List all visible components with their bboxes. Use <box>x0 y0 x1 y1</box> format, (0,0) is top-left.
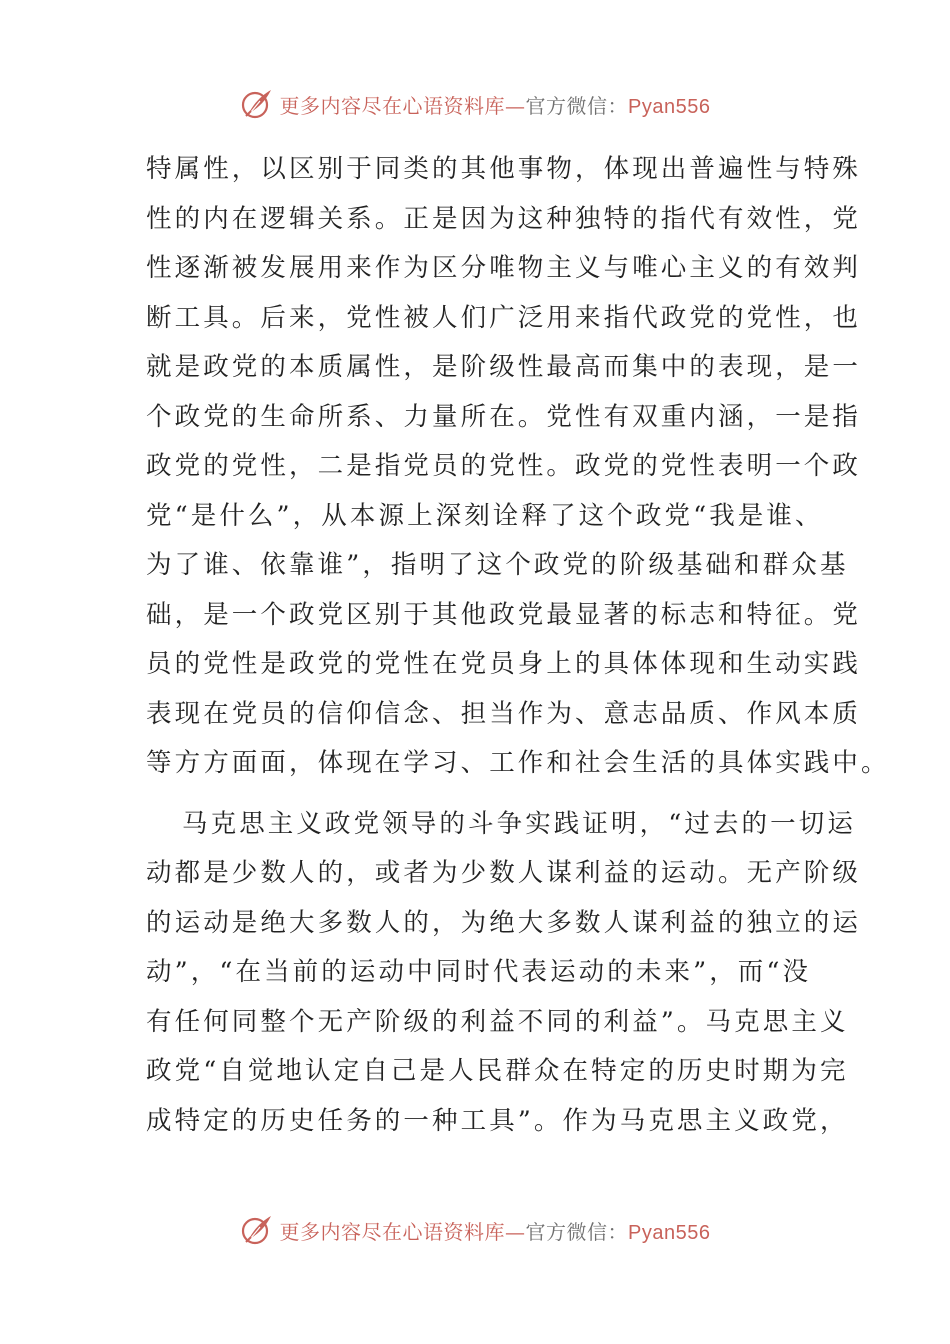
footer-watermark <box>0 1210 950 1250</box>
watermark-site: 更多内容尽在心语资料库 <box>279 93 506 118</box>
text-line: 动”，“在当前的运动中同时代表运动的未来”，而“没 <box>146 957 812 987</box>
text-line: 政党的党性，二是指党员的党性。政党的党性表明一个政 <box>146 451 862 481</box>
paragraph-1 <box>146 145 890 789</box>
text-line: 有任何同整个无产阶级的利益不同的利益”。马克思主义 <box>146 1006 849 1037</box>
watermark-wechat-id: Pyan556 <box>628 95 711 118</box>
text-line: 础，是一个政党区别于其他政党最显著的标志和特征。党 <box>146 599 862 630</box>
watermark-wechat-label: 官方微信： <box>525 93 629 118</box>
watermark-text <box>280 90 711 119</box>
quill-logo-icon <box>240 1213 274 1247</box>
text-line: 性逐渐被发展用来作为区分唯物主义与唯心主义的有效判 <box>146 253 862 283</box>
quill-logo-icon <box>240 87 274 121</box>
text-line: 政党“自觉地认定自己是人民群众在特定的历史时期为完 <box>146 1056 849 1086</box>
text-line: 特属性，以区别于同类的其他事物，体现出普遍性与特殊 <box>146 154 862 184</box>
text-line: 成特定的历史任务的一种工具”。作为马克思主义政党， <box>146 1105 849 1136</box>
document-body <box>146 145 890 1146</box>
header-watermark <box>0 84 950 124</box>
text-line: 就是政党的本质属性，是阶级性最高而集中的表现，是一 <box>146 352 862 382</box>
text-line: 的运动是绝大多数人的，为绝大多数人谋利益的独立的运 <box>146 907 862 938</box>
text-line: 性的内在逻辑关系。正是因为这种独特的指代有效性，党 <box>146 203 862 234</box>
text-line: 等方方面面，体现在学习、工作和社会生活的具体实践中。 <box>146 748 890 778</box>
text-line: 马克思主义政党领导的斗争实践证明，“过去的一切运 <box>182 808 856 839</box>
watermark-dash: — <box>505 93 526 118</box>
watermark-text <box>280 1216 711 1245</box>
text-line: 个政党的生命所系、力量所在。党性有双重内涵，一是指 <box>146 401 862 432</box>
watermark-wechat-id: Pyan556 <box>628 1221 711 1244</box>
watermark-wechat-label: 官方微信： <box>525 1219 629 1244</box>
text-line: 员的党性是政党的党性在党员身上的具体体现和生动实践 <box>146 649 862 679</box>
paragraph-2 <box>146 800 862 1147</box>
text-line: 为了谁、依靠谁”，指明了这个政党的阶级基础和群众基 <box>146 550 849 580</box>
watermark-dash: — <box>505 1219 526 1244</box>
text-line: 表现在党员的信仰信念、担当作为、意志品质、作风本质 <box>146 698 862 729</box>
text-line: 断工具。后来，党性被人们广泛用来指代政党的党性，也 <box>146 302 862 333</box>
text-line: 动都是少数人的，或者为少数人谋利益的运动。无产阶级 <box>146 858 862 888</box>
text-line: 党“是什么”，从本源上深刻诠释了这个政党“我是谁、 <box>146 500 824 531</box>
watermark-site: 更多内容尽在心语资料库 <box>279 1219 506 1244</box>
